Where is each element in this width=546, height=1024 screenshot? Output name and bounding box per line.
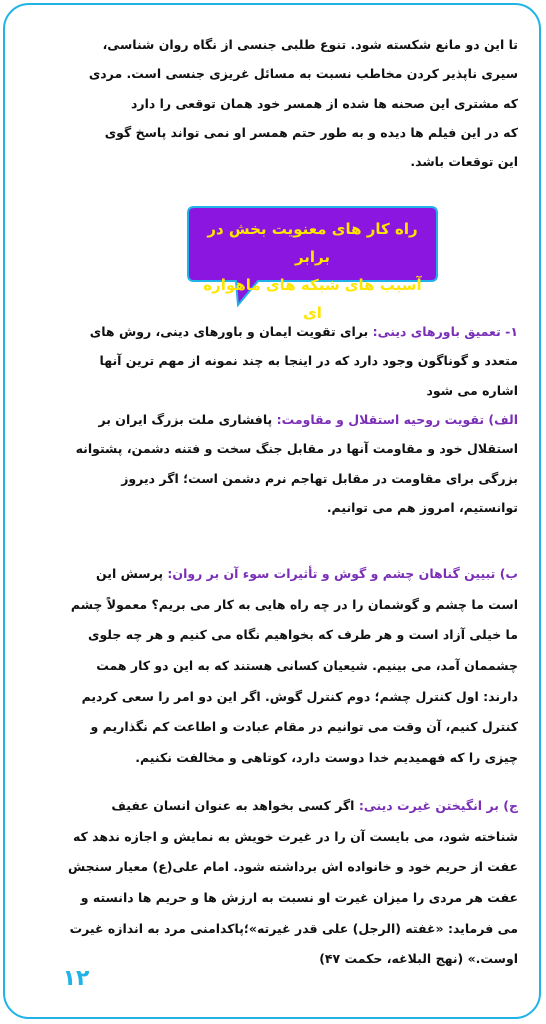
section-line: ج) بر انگیختن غیرت دینی: اگر کسی بخواهد به عنوان انسان عفیف bbox=[111, 798, 518, 813]
section-line: عفت هر مردی را میزان غیرت او نسبت به ارزش ها و حریم ها دانسته و bbox=[80, 890, 518, 906]
section-line: اشاره می شود bbox=[426, 382, 518, 398]
intro-line: سیری ناپذیر کردن مخاطب نسبت به مسائل غریزی جنسی است. مردی bbox=[88, 66, 518, 82]
section-line: الف) تقویت روحیه استقلال و مقاومت: پافشاری ملت بزرگ ایران بر bbox=[98, 412, 518, 427]
page-number: ۱۲ bbox=[62, 966, 90, 991]
section-line: استقلال خود و مقاومت آنها در مقابل جنگ سخت و فتنه دشمن، پشتوانه bbox=[75, 441, 518, 457]
intro-line: تا این دو مانع شکسته شود. تنوع طلبی جنسی از نگاه روان شناسی، bbox=[102, 37, 518, 52]
section-alef bbox=[28, 405, 518, 522]
section-1 bbox=[28, 317, 518, 405]
intro-line: که در این فیلم ها دیده و به طور حتم همسر او نمی تواند پاسخ گوی bbox=[104, 124, 518, 140]
section-line: است ما چشم و گوشمان را در چه راه هایی به کار می بریم؟ معمولاً چشم bbox=[70, 596, 518, 612]
intro-paragraph bbox=[28, 30, 518, 176]
section-label: ج) بر انگیختن غیرت دینی: bbox=[358, 798, 518, 813]
section-be bbox=[28, 559, 518, 774]
section-line: ما خیلی آزاد است و هر طرف که بخواهیم نگاه می کنیم و هر چه جلوی bbox=[88, 627, 518, 643]
callout-line-2: آسیب های شبکه های ماهواره ای bbox=[203, 276, 422, 322]
section-line: ب) تبیین گناهان چشم و گوش و تأثیرات سوء آن بر روان: پرسش این bbox=[96, 566, 518, 581]
section-heading-callout bbox=[186, 205, 439, 322]
section-line: کنترل کنیم، آن وقت می توانیم در مقام عبادت و اطاعت کم نگذاریم و bbox=[90, 719, 518, 735]
intro-line: این توقعات باشد. bbox=[410, 154, 518, 170]
callout-title bbox=[192, 215, 433, 327]
section-line: چشممان آمد، می بینیم. شیعیان کسانی هستند که به این دو کار همت bbox=[96, 658, 518, 674]
section-line: اوست.» (نهج البلاغه، حکمت ۴۷) bbox=[319, 951, 518, 967]
section-label: ب) تبیین گناهان چشم و گوش و تأثیرات سوء آن بر روان: bbox=[167, 566, 518, 581]
section-label: الف) تقویت روحیه استقلال و مقاومت: bbox=[276, 412, 518, 427]
section-line: متعدد و گوناگون وجود دارد که در اینجا به چند نمونه از مهم ترین آنها bbox=[99, 353, 518, 369]
callout-line-1: راه کار های معنویت بخش در برابر bbox=[207, 220, 418, 266]
section-line: بزرگی برای مقاومت در مقابل تهاجم نرم دشمن است؛ اگر دیروز bbox=[121, 470, 518, 486]
section-line: عفت از حریم خود و خانواده اش برداشته شود. امام علی(ع) معیار سنجش bbox=[67, 859, 518, 875]
section-jim bbox=[28, 791, 518, 975]
section-line: توانستیم، امروز هم می توانیم. bbox=[326, 499, 518, 515]
section-line: ۱- تعمیق باورهای دینی: برای تقویت ایمان و باورهای دینی، روش های bbox=[89, 324, 518, 339]
section-line: شناخته شود، می بایست آن را در غیرت خویش به نمایش و اجازه ندهد که bbox=[72, 828, 518, 844]
intro-line: که مشتری این صحنه ها شده از همسر خود همان توقعی را دارد bbox=[130, 95, 518, 111]
section-line: می فرماید: «غفته (الرجل) علی قدر غیرته»؛پاکدامنی مرد به اندازه غیرت bbox=[69, 920, 518, 936]
section-line: چیزی را که فهمیدیم خدا دوست دارد، کوتاهی و مخالفت نکنیم. bbox=[135, 750, 518, 766]
section-line: دارند: اول کنترل چشم؛ دوم کنترل گوش. اگر این دو امر را سعی کردیم bbox=[81, 688, 518, 704]
section-label: ۱- تعمیق باورهای دینی: bbox=[372, 324, 518, 339]
